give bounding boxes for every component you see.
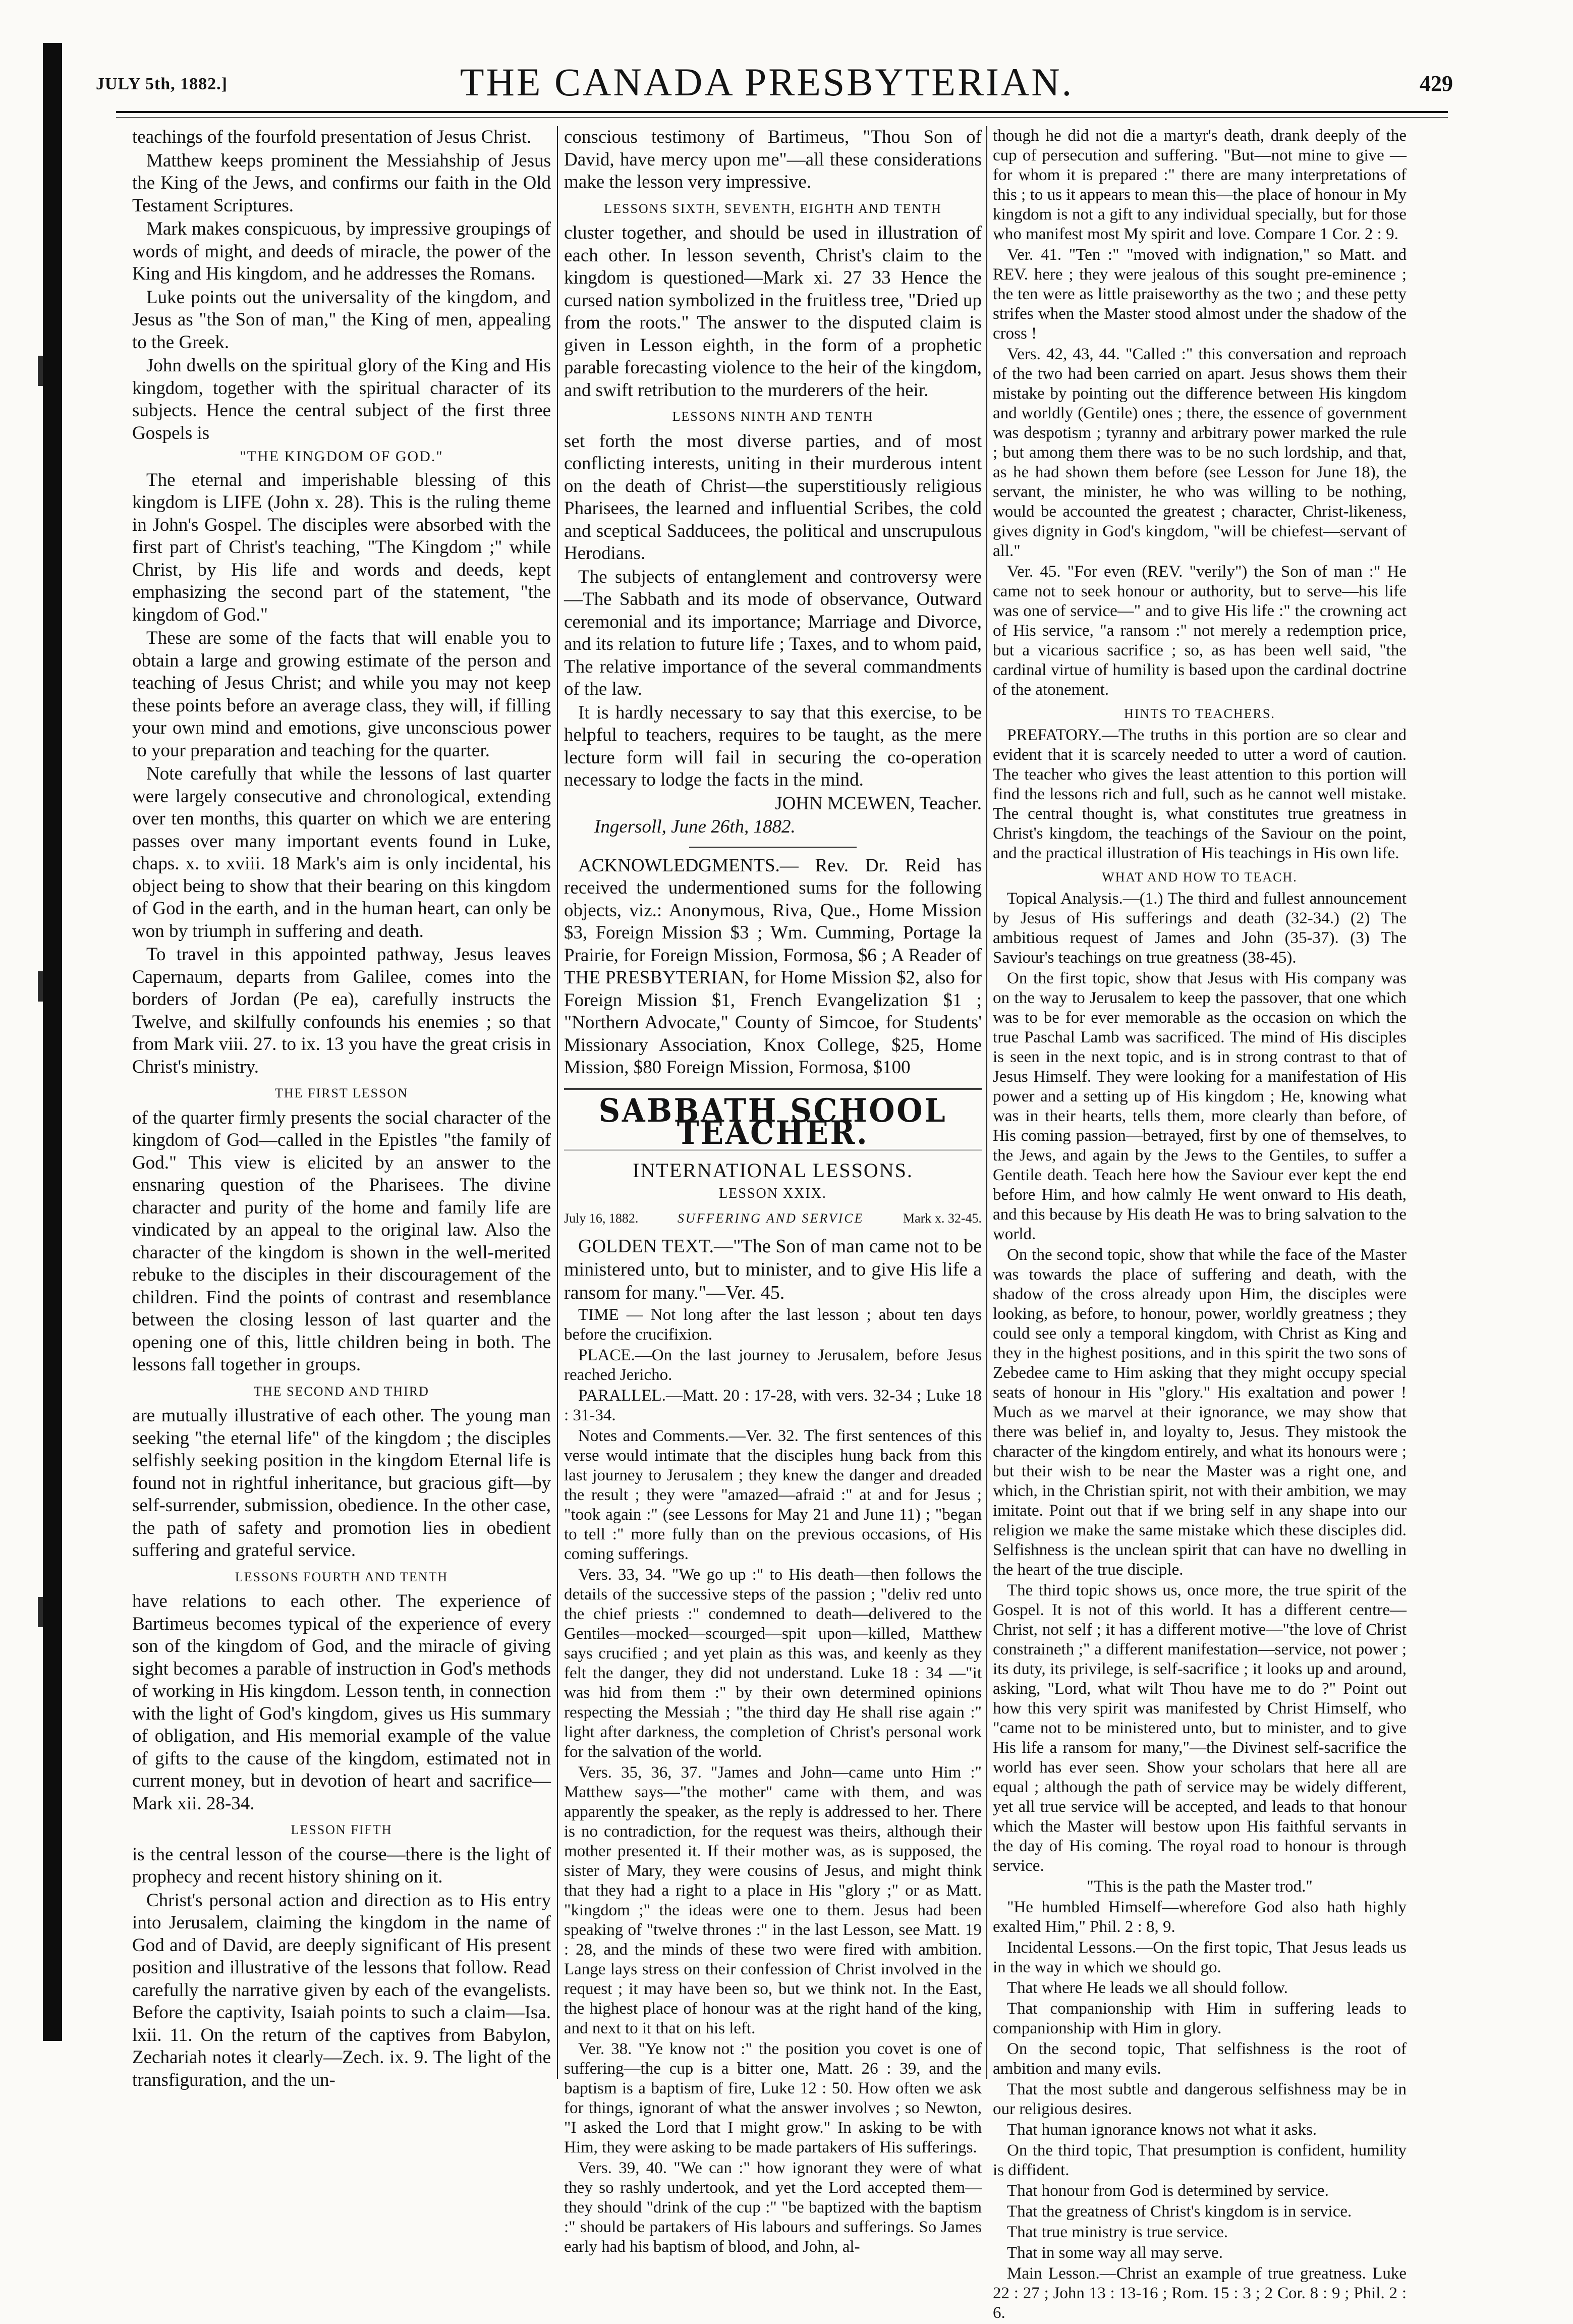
lesson-reference: Mark x. 32-45. bbox=[903, 1210, 982, 1226]
paragraph: The eternal and imperishable blessing of this kingdom is LIFE (John x. 28). This is the ruling theme in John's Gospel. The disciples were absorbed with the first part of Christ's teaching, "The Kingdom ;" while Christ, by His life and words and deeds, kept emphasizing the second part of the statement, "the kingdom of God." bbox=[132, 469, 551, 625]
paragraph: teachings of the fourfold presentation of Jesus Christ. bbox=[132, 127, 532, 147]
column-left bbox=[132, 126, 551, 2092]
header-rule bbox=[116, 111, 1448, 113]
section-heading: LESSON FIFTH bbox=[291, 1822, 392, 1837]
verse-note: Vers. 33, 34. "We go up :" to His death—then follows the details of the successive steps of the passion ; "deliv red unto the chief priests :" condemned to death—delivered to the Gentiles—mocked—scourged—spit upon—killed, Matthew says crucified ; and yet plain as this was, and keenly as they felt the danger, they did not understand. Luke 18 : 34 —"it was hid from them :" by their own determined opinions respecting the Messiah ; "the third day He shall rise again :" light after darkness, the completion of Christ's personal work for the salvation of the world. bbox=[564, 1566, 982, 1761]
golden-text: GOLDEN TEXT.—"The Son of man came not to be ministered unto, but to minister, and to give His life a ransom for many."—Ver. 45. bbox=[564, 1236, 982, 1303]
paragraph: Christ's personal action and direction as to His entry into Jerusalem, claiming the kingdom in the name of God and of David, are deeply significant of His present position and illustrative of the lessons that follow. Read carefully the narrative given by each of the evangelists. Before the captivity, Isaiah points to such a claim—Isa. lxii. 11. On the return of the captives from Babylon, Zechariah notes it clearly—Zech. ix. 9. The light of the transfiguration, and the un- bbox=[132, 1890, 551, 2090]
binding-notch bbox=[38, 356, 43, 386]
verse-note: Ver. 38. "Ye know not :" the position you covet is one of suffering—the cup is a bitter one, Matt. 26 : 39, and the baptism is a baptism of fire, Luke 12 : 50. How often we ask for things, ignorant of what the answer involves ; so Newton, "I asked the Lord that I might grow." In asking to be with Him, they were asking to be made partakers of His sufferings. bbox=[564, 2040, 982, 2156]
page-number: 429 bbox=[1420, 71, 1453, 96]
paragraph: Matthew keeps prominent the Messiahship of Jesus the King of the Jews, and confirms our faith in the Old Testament Scriptures. bbox=[132, 150, 551, 216]
paragraph: are mutually illustrative of each other. The young man seeking "the eternal life" of the kingdom ; the disciples selfishly seeking position in the kingdom Eternal life is found not in rightful inheritance, but gracious gift—by self-surrender, submission, obedience. In the other case, the path of safety and promotion lies in obedient suffering and grateful service. bbox=[132, 1405, 551, 1561]
section-heading: WHAT AND HOW TO TEACH. bbox=[1102, 870, 1298, 884]
quote: "This is the path the Master trod." bbox=[1087, 1877, 1313, 1896]
list-item: That the most subtle and dangerous selfishness may be in our religious desires. bbox=[993, 2080, 1407, 2118]
paragraph: Topical Analysis.—(1.) The third and fullest announcement by Jesus of His sufferings and death (32-34.) (2) The ambitious request of James and John (35-37). (3) The Saviour's teachings on true greatness (38-45). bbox=[993, 890, 1407, 967]
section-heading: THE FIRST LESSON bbox=[274, 1086, 409, 1100]
list-item: That the greatness of Christ's kingdom is in service. bbox=[1007, 2202, 1352, 2221]
list-item: That human ignorance knows not what it asks. bbox=[1007, 2121, 1317, 2139]
paragraph: cluster together, and should be used in illustration of each other. In lesson seventh, Christ's claim to the kingdom is questioned—Mark xi. 27 33 Hence the cursed nation symbolized in the fruitless tree, "Dried up from the roots." The answer to the disputed claim is given in Lesson eighth, in the form of a prophetic parable forecasting violence to the heir of the kingdom, and swift retribution to the murderers of the heir. bbox=[564, 223, 982, 401]
list-item: That where He leads we all should follow. bbox=[1007, 1979, 1288, 1997]
page-binding-edge bbox=[43, 43, 62, 2041]
paragraph: Incidental Lessons.—On the first topic, That Jesus leads us in the way in which we should go. bbox=[993, 1939, 1407, 1976]
section-banner: SABBATH SCHOOL TEACHER. bbox=[598, 1091, 947, 1152]
paragraph: John dwells on the spiritual glory of the King and His kingdom, together with the spiritual character of its subjects. Hence the central subject of the first three Gospels is bbox=[132, 355, 551, 444]
newspaper-title: THE CANADA PRESBYTERIAN. bbox=[460, 60, 1074, 104]
paragraph: is the central lesson of the course—there is the light of prophecy and recent history shining on it. bbox=[132, 1844, 551, 1887]
lesson-number: LESSON XXIX. bbox=[719, 1186, 827, 1201]
quote: "He humbled Himself—wherefore God also hath highly exalted Him," Phil. 2 : 8, 9. bbox=[993, 1898, 1407, 1936]
lesson-parallel: PARALLEL.—Matt. 20 : 17-28, with vers. 32-34 ; Luke 18 : 31-34. bbox=[564, 1387, 982, 1424]
list-item: That in some way all may serve. bbox=[1007, 2244, 1223, 2262]
verse-note: Vers. 42, 43, 44. "Called :" this conversation and reproach of the two had been carried on apart. Jesus shows them their mistake by pointing out the difference between His kingdom and worldly (Gentile) ones ; there, the essence of government was despotism ; tyranny and arbitrary power marked the rule ; but among them there was to be no such lordship, and that, as he had shown them before (see Lesson for June 18), the servant, the minister, he who was willing to be nothing, would be accounted the greatest ; character, Christ-likeness, gives dignity in God's kingdom, "will be chiefest—servant of all." bbox=[993, 345, 1407, 560]
divider bbox=[564, 1088, 982, 1090]
paragraph: To travel in this appointed pathway, Jesus leaves Capernaum, departs from Galilee, comes into the borders of Jordan (Pe ea), carefully instructs the Twelve, and skilfully confounds his enemies ; so that from Mark viii. 27. to ix. 13 you have the great crisis in Christ's ministry. bbox=[132, 944, 551, 1077]
paragraph: On the second topic, show that while the face of the Master was towards the place of suffering and death, with the shadow of the cross already upon Him, the disciples were looking, as before, to honour, power, worldly greatness ; they could see only a temporal kingdom, with Christ as King and they in the highest positions, and in this spirit the two sons of Zebedee came to Him asking that they might occupy special seats of honour in His "glory." His exaltation and power ! Much as we marvel at their ignorance, we may show that there was belief in, and loyalty to, Jesus. They mistook the character of the kingdom entirely, and what its honours were ; but their wish to be near the Master was a right one, and which, in the Christian spirit, not with their ambition, we may imitate. Point out that if we bring self in any shape into our religion we make the same mistake which these disciples did. Selfishness is the unclean spirit that can have no dwelling in the heart of the true disciple. bbox=[993, 1246, 1407, 1579]
paragraph: These are some of the facts that will enable you to obtain a large and growing estimate of the person and teaching of Jesus Christ; and while you may not keep these points before an average class, they will, if filling your own mind and emotions, give unconscious power to your preparation and teaching for the quarter. bbox=[132, 628, 551, 761]
lesson-date: July 16, 1882. bbox=[564, 1210, 639, 1226]
section-heading: LESSONS SIXTH, SEVENTH, EIGHTH AND TENTH bbox=[604, 201, 942, 216]
column-middle bbox=[564, 126, 982, 2258]
acknowledgments: ACKNOWLEDGMENTS.— Rev. Dr. Reid has received the undermentioned sums for the following objects, viz.: Anonymous, Riva, Que., Home Mission $3, Foreign Mission $3 ; Wm. Cumming, Portage la Prairie, for Foreign Mission, Formosa, $6 ; A Reader of THE PRESBYTERIAN, for Home Mission $2, also for Foreign Mission $1, French Evangelization $1 ; "Northern Advocate," County of Simcoe, for Students' Missionary Association, Knox College, $25, Home Mission, $80 Foreign Mission, Formosa, $100 bbox=[564, 855, 982, 1078]
column-right bbox=[993, 126, 1407, 2324]
signature: JOHN MCEWEN, Teacher. bbox=[775, 793, 982, 814]
paragraph: Luke points out the universality of the kingdom, and Jesus as "the Son of man," the King of men, appealing to the Greek. bbox=[132, 287, 551, 353]
binding-notch bbox=[38, 971, 43, 1002]
paragraph: conscious testimony of Bartimeus, "Thou Son of David, have mercy upon me"—all these considerations make the lesson very impressive. bbox=[564, 127, 982, 192]
paragraph: It is hardly necessary to say that this exercise, to be helpful to teachers, requires to be taught, as the mere lecture form will fail in securing the co-operation necessary to lodge the facts in the mind. bbox=[564, 702, 982, 790]
notes-comments: Notes and Comments.—Ver. 32. The first sentences of this verse would intimate that the disciples hung back from this last journey to Jerusalem ; they knew the danger and dreaded the result ; they were "amazed—afraid :" at and for Jesus ; "took again :" (see Lessons for May 21 and June 11) ; "began to tell :" more fully than on the previous occasions, of His coming sufferings. bbox=[564, 1427, 982, 1563]
section-heading: HINTS TO TEACHERS. bbox=[1124, 706, 1275, 721]
paragraph: The third topic shows us, once more, the true spirit of the Gospel. It is not of this world. It has a different centre—Christ, not self ; it has a different motive—"the love of Christ constraineth ;" a different manifestation—service, not power ; its duty, its privilege, is self-sacrifice ; it looks up and around, asking, "Lord, what wilt Thou have me to do ?" Point out how this very spirit was manifested by Christ Himself, who "came not to be ministered unto, but to minister, and to give His life a ransom for many,"—the Divinest self-sacrifice the world has ever seen. Show your scholars that here all are equal ; although the path of service may be widely different, yet all true service will be accepted, and leads to that honour which the Master will bestow upon His faithful servants in the day of His coming. The royal road to honour is through service. bbox=[993, 1581, 1407, 1875]
paragraph: On the first topic, show that Jesus with His company was on the way to Jerusalem to keep the passover, that one which was to be for ever memorable as the occasion on which the true Paschal Lamb was sacrificed. The mind of His disciples is seen in the next topic, and is in strong contrast to that of Jesus Himself. They were looking for a manifestation of His power and a setting up of His kingdom ; He, knowing what was in their hearts, tells them, more clearly than before, of His coming passion—betrayed, first by one of themselves, to the Jews, and again by the Jews to the Gentiles, to suffer a Gentile death. Teach here how the Saviour ever kept the end before Him, and how calmly He went onward to His death, and this because by His death He was to bring salvation to the world. bbox=[993, 969, 1407, 1243]
paragraph: Mark makes conspicuous, by impressive groupings of words of might, and deeds of miracle, the power of the King and His kingdom, and he addresses the Romans. bbox=[132, 218, 551, 284]
binding-notch bbox=[38, 1597, 43, 1627]
section-title: INTERNATIONAL LESSONS. bbox=[633, 1158, 913, 1182]
list-item: On the third topic, That presumption is confident, humility is diffident. bbox=[993, 2141, 1407, 2179]
lesson-place: PLACE.—On the last journey to Jerusalem, before Jesus reached Jericho. bbox=[564, 1346, 982, 1384]
list-item: That true ministry is true service. bbox=[1007, 2223, 1228, 2241]
paragraph: of the quarter firmly presents the social character of the kingdom of God—called in the Epistles "the family of God." This view is elicited by an answer to the ensnaring question of the Pharisees. The divine character and purity of the home and family life are vindicated by an appeal to the original law. Also the character of the kingdom is shown in the well-merited rebuke to the disciples in their discouragement of the children. Find the points of contrast and resemblance between the closing lesson of last quarter and the opening one of this, little children being in both. The lessons fall together in groups. bbox=[132, 1107, 551, 1375]
paragraph: PREFATORY.—The truths in this portion are so clear and evident that it is scarcely needed to utter a word of caution. The teacher who gives the least attention to this portion will find the lessons rich and full, such as he cannot well mistake. The central thought is, what constitutes true greatness in Christ's kingdom, the teachings of the Saviour on the point, and the practical illustration of His teachings in His own life. bbox=[993, 726, 1407, 862]
paragraph: Note carefully that while the lessons of last quarter were largely consecutive and chronological, extending over ten months, this quarter on which we are entering passes over many important events found in Luke, chaps. x. to xviii. 18 Mark's aim is only incidental, his object being to show that their bearing on this kingdom of God in the earth, and in the human heart, can only be won by triumph in suffering and death. bbox=[132, 763, 551, 942]
verse-note: Vers. 39, 40. "We can :" how ignorant they were of what they so rashly undertook, and yet the Lord accepted them—they should "drink of the cup :" "be baptized with the baptism :" should be partakers of His labours and sufferings. So James early had his baptism of blood, and John, al- bbox=[564, 2159, 982, 2256]
paragraph: have relations to each other. The experience of Bartimeus becomes typical of the experience of every son of the kingdom of God, and the miracle of giving sight becomes a parable of instruction in God's methods of working in His kingdom. Lesson tenth, in connection with the light of God's kingdom, gives us His summary of obligation, and His memorial example of the value of gifts to the cause of the kingdom, estimated not in current money, but in devotion of heart and sacrifice—Mark xii. 28-34. bbox=[132, 1591, 551, 1814]
column-rule bbox=[986, 126, 987, 2079]
paragraph: The subjects of entanglement and controversy were —The Sabbath and its mode of observance, Outward ceremonial and its importance; Marriage and Divorce, and its relation to future life ; Taxes, and to whom paid, The relative importance of the several commandments of the law. bbox=[564, 566, 982, 699]
list-item: On the second topic, That selfishness is the root of ambition and many evils. bbox=[993, 2040, 1407, 2078]
dateline: Ingersoll, June 26th, 1882. bbox=[594, 816, 796, 837]
paragraph: set forth the most diverse parties, and of most conflicting interests, uniting in their murderous intent on the death of Christ—the superstitiously religious Pharisees, the learned and influential Scribes, the cold and sceptical Sadducees, the political and unscrupulous Herodians. bbox=[564, 430, 982, 564]
lesson-info bbox=[564, 1207, 982, 1230]
verse-note: Ver. 41. "Ten :" "moved with indignation," so Matt. and REV. here ; they were jealous of this sought pre-eminence ; the ten were as little praiseworthy as the two ; and these petty strifes when the Master stood almost under the shadow of the cross ! bbox=[993, 246, 1407, 343]
issue-date: JULY 5th, 1882.] bbox=[96, 75, 228, 93]
column-rule bbox=[557, 126, 558, 2079]
list-item: That companionship with Him in suffering leads to companionship with Him in glory. bbox=[993, 2000, 1407, 2037]
lesson-title: SUFFERING AND SERVICE bbox=[677, 1210, 864, 1226]
paragraph: Main Lesson.—Christ an example of true greatness. Luke 22 : 27 ; John 13 : 13-16 ; Rom. 15 : 3 ; 2 Cor. 8 : 9 ; Phil. 2 : 6. bbox=[993, 2264, 1407, 2322]
list-item: That honour from God is determined by service. bbox=[1007, 2182, 1329, 2200]
lesson-time: TIME — Not long after the last lesson ; about ten days before the crucifixion. bbox=[564, 1306, 982, 1344]
verse-note: Ver. 45. "For even (REV. "verily") the Son of man :" He came not to seek honour or authority, but to serve—his life was one of service—" and to give His life :" the crowning act of His service, "a ransom :" not merely a redemption price, but a vicarious sacrifice ; so, as has been well said, "the cardinal virtue of humility is based upon the cardinal doctrine of the atonement. bbox=[993, 563, 1407, 699]
header-rule-thin bbox=[116, 117, 1448, 118]
paragraph: though he did not die a martyr's death, drank deeply of the cup of persecution and suffering. "But—not mine to give —for whom it is prepared :" there are many interpretations of this ; to us it appears to mean this—the place of honour in My kingdom is not a gift to any individual specially, but for those who manifest most My spirit and love. Compare 1 Cor. 2 : 9. bbox=[993, 127, 1407, 243]
divider bbox=[689, 847, 856, 848]
subheading: "THE KINGDOM OF GOD." bbox=[240, 448, 443, 465]
verse-note: Vers. 35, 36, 37. "James and John—came unto Him :" Matthew says—"the mother" came with them, and was apparently the speaker, as the reply is addressed to her. There is no contradiction, for the request was theirs, although their mother presented it. If their mother was, as is supposed, the sister of Mary, they were cousins of Jesus, and might think that they had a right to a place in His "glory ;" or as Matt. "kingdom ;" the ideas were one to them. Jesus had been speaking of "twelve thrones :" in the last Lesson, see Matt. 19 : 28, and the minds of these two were fired with ambition. Lange lays stress on their confession of Christ involved in the request ; it may have been so, but we think not. In the East, the highest place of honour was at the right hand of the king, and next to it that on his left. bbox=[564, 1763, 982, 2037]
section-heading: LESSONS NINTH AND TENTH bbox=[672, 409, 874, 424]
section-heading: THE SECOND AND THIRD bbox=[254, 1384, 429, 1399]
section-heading: LESSONS FOURTH AND TENTH bbox=[235, 1569, 448, 1584]
